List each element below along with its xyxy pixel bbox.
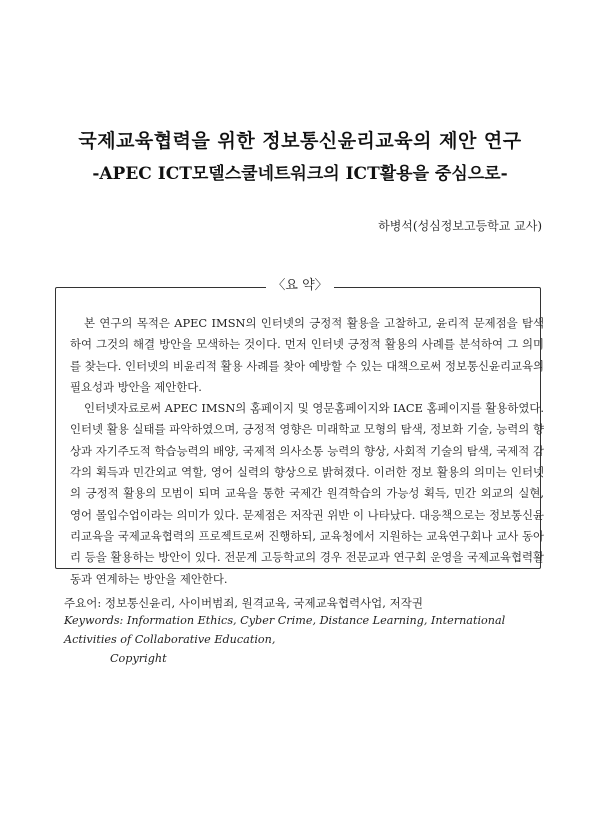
keywords-english-label: Keywords:: [64, 614, 124, 627]
keywords-english: [64, 611, 544, 668]
abstract-paragraph-1: 본 연구의 목적은 APEC IMSN의 인터넷의 긍정적 활용을 고찰하고, 윤리적 문제점을 탐색하여 그것의 해결 방안을 모색하는 것이다. 먼저 인터넷 긍정적 활용의 사례를 분석하여 그 의미를 찾는다. 인터넷의 비윤리적 활용 사례를 찾아 예방할 수 있는 대책으로써 정보통신윤리교육의 필요성과 방안을 제안한다.: [70, 316, 544, 394]
abstract-body: [70, 313, 544, 590]
abstract-heading-label: 〈요 약〉: [266, 278, 333, 293]
abstract-paragraph-2: 인터넷자료로써 APEC IMSN의 홈페이지 및 영문홈페이지와 IACE 홈페이지를 활용하였다. 인터넷 활용 실태를 파악하였으며, 긍정적 영향은 미래학교 모형의 탐색, 정보화 기술, 능력의 향상과 자기주도적 학습능력의 배양, 국제적 의사소통 능력의 향상, 사회적 기술의 탐색, 국제적 감각의 획득과 민간외교 역할, 영어 실력의 향상으로 밝혀졌다. 이러한 정보 활용의 의미는 인터넷의 긍정적 활용의 모범이 되며 교육을 통한 국제간 원격학습의 가능성 획득, 민간 외교의 실현, 영어 몰입수업이라는 의미가 있다. 문제점은 저작권 위반 이 나타났다. 대응책으로는 정보통신윤리교육을 국제교육협력의 프로젝트로써 진행하되, 교육청에서 지원하는 교육연구회나 교사 동아리 등을 활용하는 방안이 있다. 전문계 고등학교의 경우 전문교과 연구회 운영을 국제교육협력활동과 연계하는 방안을 제안한다.: [70, 401, 544, 586]
keywords-english-last: Copyright: [110, 652, 167, 665]
paper-subtitle: -APEC ICT모델스쿨네트워크의 ICT활용을 중심으로-: [92, 164, 508, 184]
paper-title: 국제교육협력을 위한 정보통신윤리교육의 제안 연구: [78, 130, 522, 152]
author-line: 하병석(성심정보고등학교 교사): [378, 219, 542, 233]
abstract-heading: [0, 274, 600, 293]
keywords-english-list: Information Ethics, Cyber Crime, Distance Learning, International Activities of Collaborative Education,: [64, 614, 506, 646]
keywords-korean: 주요어: 정보통신윤리, 사이버범죄, 원격교육, 국제교육협력사업, 저작권: [64, 596, 423, 610]
